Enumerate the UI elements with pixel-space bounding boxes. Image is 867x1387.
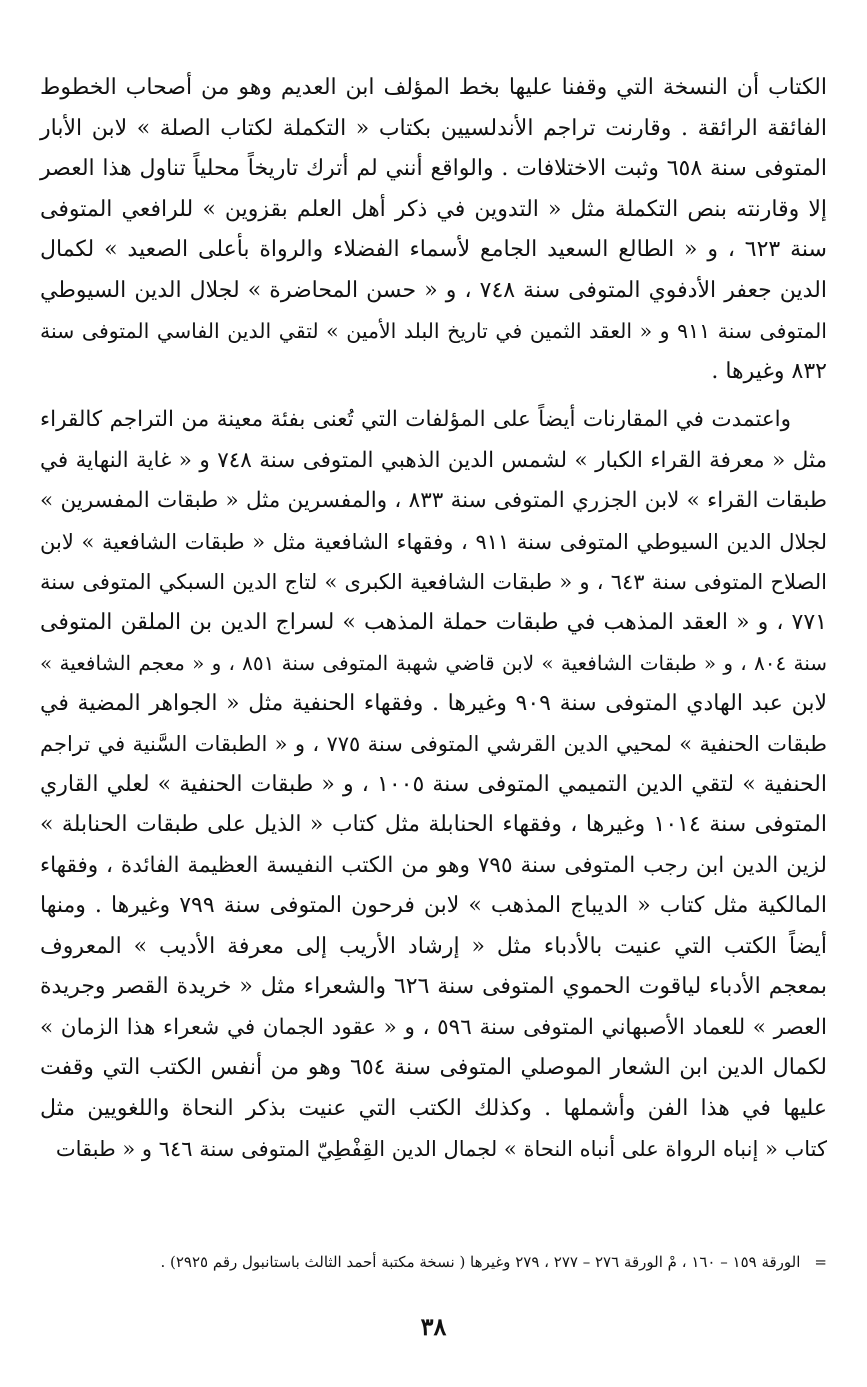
footnote <box>40 1250 827 1274</box>
main-text <box>40 68 827 1170</box>
text-line: العصر » للعماد الأصبهاني المتوفى سنة ٥٩٦ ، و « عقود الجمان في شعراء هذا الزمان » <box>40 1014 827 1040</box>
text-line: الدين جعفر الأدفوي المتوفى سنة ٧٤٨ ، و « حسن المحاضرة » لجلال الدين السيوطي <box>40 277 827 303</box>
paragraph-1 <box>40 68 827 392</box>
text-line: الصلاح المتوفى سنة ٦٤٣ ، و « طبقات الشافعية الكبرى » لتاج الدين السبكي المتوفى سنة <box>40 570 827 594</box>
text-line: لابن عبد الهادي المتوفى سنة ٩٠٩ وغيرها . وفقهاء الحنفية مثل « الجواهر المضية في <box>40 690 827 716</box>
text-line: أيضاً الكتب التي عنيت بالأدباء مثل « إرشاد الأريب إلى معرفة الأديب » المعروف <box>40 933 827 959</box>
text-line: المتوفى سنة ٦٥٨ وثبت الاختلافات . والواقع أنني لم أترك تاريخاً محلياً تناول هذا العصر <box>40 156 827 181</box>
text-line: ٨٣٢ وغيرها . <box>711 358 827 384</box>
footnote-continuation-mark: = <box>814 1253 827 1271</box>
text-line: مثل « معرفة القراء الكبار » لشمس الدين الذهبي المتوفى سنة ٧٤٨ و « غاية النهاية في <box>40 447 827 473</box>
text-line: طبقات القراء » لابن الجزري المتوفى سنة ٨٣٣ ، والمفسرين مثل « طبقات المفسرين » <box>40 488 827 513</box>
text-line: كتاب « إنباه الرواة على أنباه النحاة » لجمال الدين القِفْطِيّ المتوفى سنة ٦٤٦ و « طبقات <box>55 1137 827 1161</box>
text-line: ٧٧١ ، و « العقد المذهب في طبقات حملة المذهب » لسراج الدين بن الملقن المتوفى <box>40 609 827 635</box>
text-line: طبقات الحنفية » لمحيي الدين القرشي المتوفى سنة ٧٧٥ ، و « الطبقات السَّنية في تراجم <box>40 732 827 756</box>
text-line: الفائقة الرائقة . وقارنت تراجم الأندلسيين بكتاب « التكملة لكتاب الصلة » لابن الأبار <box>40 115 827 141</box>
text-line: المالكية مثل كتاب « الديباج المذهب » لابن فرحون المتوفى سنة ٧٩٩ وغيرها . ومنها <box>40 893 827 918</box>
text-line: الكتاب أن النسخة التي وقفنا عليها بخط المؤلف ابن العديم وهو من أصحاب الخطوط <box>40 75 827 100</box>
text-line: لزين الدين ابن رجب المتوفى سنة ٧٩٥ وهو من الكتب النفيسة العظيمة الفائدة ، وفقهاء <box>40 852 827 878</box>
text-line: المتوفى سنة ٩١١ و « العقد الثمين في تاريخ البلد الأمين » لتقي الدين الفاسي المتوفى سنة <box>40 319 827 343</box>
paragraph-2 <box>40 400 827 1170</box>
text-line: واعتمدت في المقارنات أيضاً على المؤلفات التي تُعنى بفئة معينة من التراجم كالقراء <box>40 407 791 432</box>
text-line: لكمال الدين ابن الشعار الموصلي المتوفى سنة ٦٥٤ وهو من أنفس الكتب التي وقفت <box>40 1055 827 1080</box>
page-number: ٣٨ <box>420 1312 447 1341</box>
text-line: عليها في هذا الفن وأشملها . وكذلك الكتب التي عنيت بذكر النحاة واللغويين مثل <box>40 1095 827 1121</box>
text-line: بمعجم الأدباء لياقوت الحموي المتوفى سنة ٦٢٦ والشعراء مثل « خريدة القصر وجريدة <box>40 974 827 999</box>
text-line: سنة ٦٢٣ ، و « الطالع السعيد الجامع لأسماء الفضلاء والرواة بأعلى الصعيد » لكمال <box>40 237 827 262</box>
text-line: إلا وقارنته بنص التكملة مثل « التدوين في ذكر أهل العلم بقزوين » للرافعي المتوفى <box>40 196 827 222</box>
text-line: المتوفى سنة ١٠١٤ وغيرها ، وفقهاء الحنابلة مثل كتاب « الذيل على طبقات الحنابلة » <box>40 812 827 837</box>
footnote-text: الورقة ١٥٩ – ١٦٠ ، مْ الورقة ٢٧٦ – ٢٧٧ ، ٢٧٩ وغيرها ( نسخة مكتبة أحمد الثالث باستانبول رقم ٢٩٢٥) . <box>160 1253 801 1271</box>
text-line: لجلال الدين السيوطي المتوفى سنة ٩١١ ، وفقهاء الشافعية مثل « طبقات الشافعية » لابن <box>40 529 827 554</box>
text-line: الحنفية » لتقي الدين التميمي المتوفى سنة ١٠٠٥ ، و « طبقات الحنفية » لعلي القاري <box>40 771 827 797</box>
text-line: سنة ٨٠٤ ، و « طبقات الشافعية » لابن قاضي شهبة المتوفى سنة ٨٥١ ، و « معجم الشافعية » <box>40 651 827 675</box>
